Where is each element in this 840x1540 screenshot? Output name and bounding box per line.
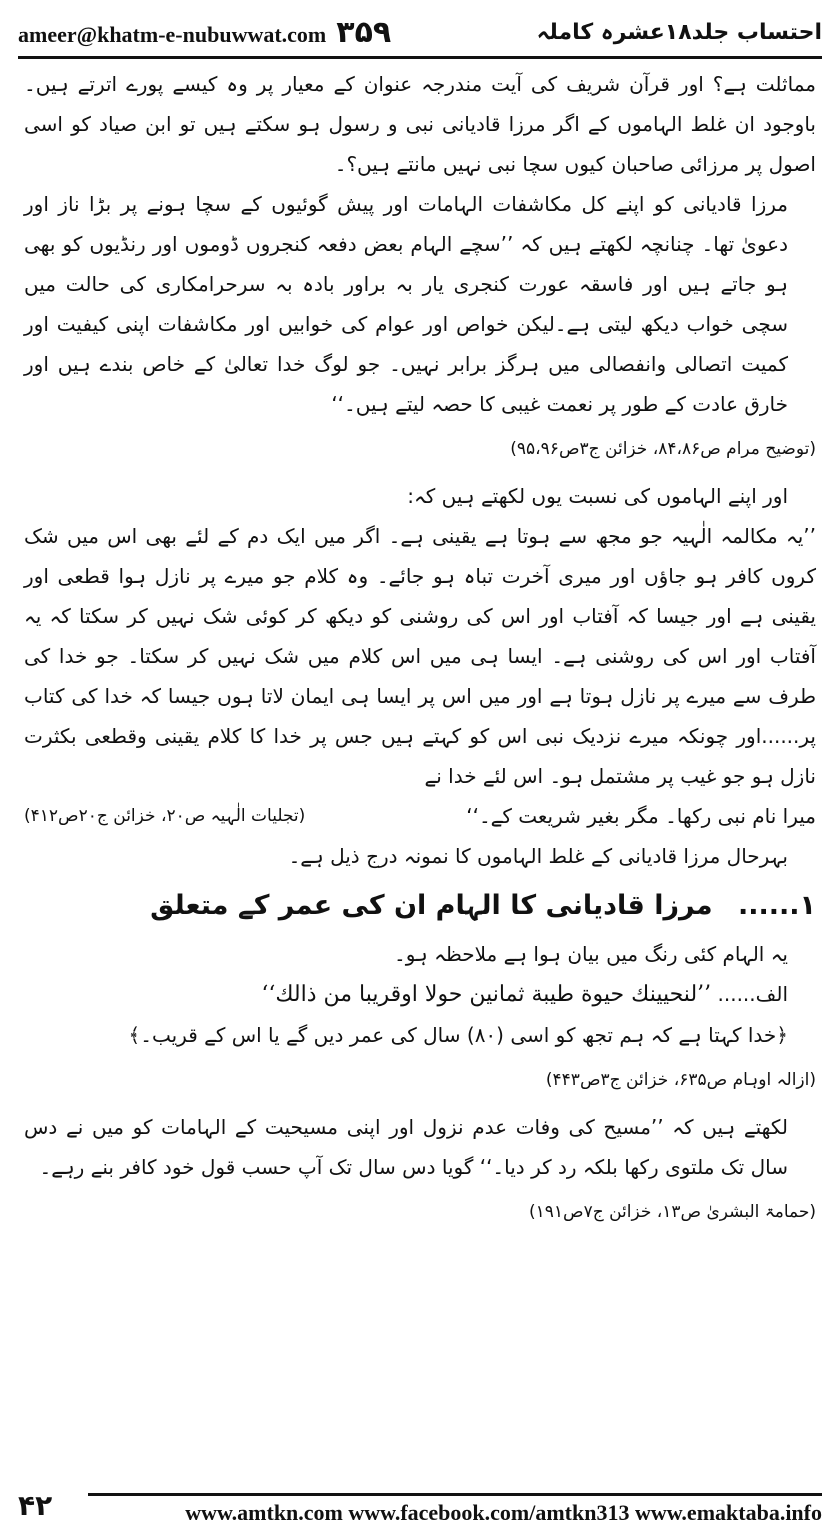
quote-ending-row: [24, 796, 816, 836]
header-page-number: ۳۵۹: [336, 14, 392, 50]
quote-paragraph: ’’یہ مکالمہ الٰہیہ جو مجھ سے ہوتا ہے یقینی ہے۔ اگر میں ایک دم کے لئے بھی اس میں شک کروں کافر ہو جاؤں اور میری آخرت تباہ ہو جائے۔ وہ کلام جو میرے پر نازل ہوا قطعی اور یقینی ہے اور جیسا کہ آفتاب اور اس کی روشنی کو دیکھ کر کوئی شک نہیں کر سکتا کہ یہ آفتاب اور اس کی روشنی ہے۔ ایسا ہی میں اس کلام میں شک نہیں کر سکتا۔ جو خدا کی طرف سے میرے پر نازل ہوتا ہے اور میں اس پر ایسا ہی ایمان لاتا ہوں جیسا کہ خدا کی کتاب پر......اور چونکہ میرے نزدیک نبی اس کو کہتے ہیں جس پر خدا کا کلام یقینی وقطعی بکثرت نازل ہو جو غیب پر مشتمل ہو۔ اس لئے خدا نے: [24, 524, 817, 788]
arabic-line: [24, 974, 816, 1015]
page-body: [24, 64, 816, 1239]
paragraph-1: مماثلت ہے؟ اور قرآن شریف کی آیت مندرجہ عنوان کے معیار پر وہ کیسے پورے اترتے ہیں۔ باوجود ان غلط الہاموں کے اگر مرزا قادیانی نبی و رسول ہو سکتے ہیں تو ابن صیاد کو اسی اصول پر مرزائی صاحبان کیوں سچا نبی نہیں مانتے ہیں؟۔: [24, 72, 816, 176]
translation-line: ﴿خدا کہتا ہے کہ ہم تجھ کو اسی (۸۰) سال کی عمر دیں گے یا اس کے قریب۔﴾: [128, 1023, 788, 1047]
reference-1: (توضیح مرام ص۸۴،۸۶، خزائن ج۳ص۹۵،۹۶): [510, 439, 816, 459]
paragraph-5: بہرحال مرزا قادیانی کے غلط الہاموں کا نمونہ درج ذیل ہے۔: [288, 844, 788, 868]
paragraph-3: اور اپنے الہاموں کی نسبت یوں لکھتے ہیں کہ:: [407, 484, 788, 508]
page-footer: [18, 1480, 822, 1526]
footer-page-number: ۴۲: [18, 1489, 53, 1522]
header-left: [18, 15, 391, 50]
header-divider: [18, 56, 822, 59]
footer-links: www.amtkn.com www.facebook.com/amtkn313 www.emaktaba.info: [88, 1493, 822, 1526]
alif-label: الف......: [717, 982, 788, 1006]
section-number: ۱......: [737, 890, 816, 921]
reference-2: (تجلیات الٰہیہ ص۲۰، خزائن ج۲۰ص۴۱۲): [24, 806, 306, 826]
paragraph-7: لکھتے ہیں کہ ’’مسیح کی وفات عدم نزول اور اپنی مسیحیت کے الہامات کو میں نے دس سال تک ملتوی رکھا بلکہ رد کر دیا۔‘‘ گویا دس سال تک آپ حسب قول خود کافر بنے رہے۔: [24, 1115, 788, 1179]
quote-ending: میرا نام نبی رکھا۔ مگر بغیر شریعت کے۔‘‘: [466, 804, 816, 828]
section-title: مرزا قادیانی کا الہام ان کی عمر کے متعلق: [150, 890, 713, 921]
reference-4: (حمامۃ البشریٰ ص۱۳، خزائن ج۷ص۱۹۱): [528, 1202, 816, 1222]
paragraph-2: مرزا قادیانی کو اپنے کل مکاشفات الہامات اور پیش گوئیوں کے سچا ہونے پر بڑا ناز اور دعویٰ تھا۔ چنانچہ لکھتے ہیں کہ ’’سچے الہام بعض دفعہ کنجروں ڈوموں اور رنڈیوں کو بھی ہو جاتے ہیں اور فاسقہ عورت کنجری یار بہ براور بادہ بہ سرحرامکاری کی حالت میں سچی خواب دیکھ لیتی ہے۔لیکن خواص اور عوام کی خوابیں اور مکاشفات اپنی کیفیت اور کمیت اتصالی وانفصالی میں ہرگز برابر نہیں۔ جو لوگ خدا تعالیٰ کے خاص بندے ہیں اور خارق عادت کے طور پر نعمت غیبی کا حصہ لیتے ہیں۔‘‘: [24, 192, 788, 416]
header-email: ameer@khatm-e-nubuwwat.com: [18, 21, 327, 47]
reference-3: (ازالہ اوہام ص۶۳۵، خزائن ج۳ص۴۴۳): [545, 1070, 816, 1090]
paragraph-6: یہ الہام کئی رنگ میں بیان ہوا ہے ملاحظہ ہو۔: [393, 942, 788, 966]
arabic-quote: ’’لنحيينك حيوة طيبة ثمانين حولا اوقريبا من ذالك‘‘: [261, 982, 712, 1007]
header-book-title: احتساب جلد۱۸عشرہ کاملہ: [536, 19, 822, 45]
section-heading: [24, 882, 816, 930]
page-header: [18, 10, 822, 54]
